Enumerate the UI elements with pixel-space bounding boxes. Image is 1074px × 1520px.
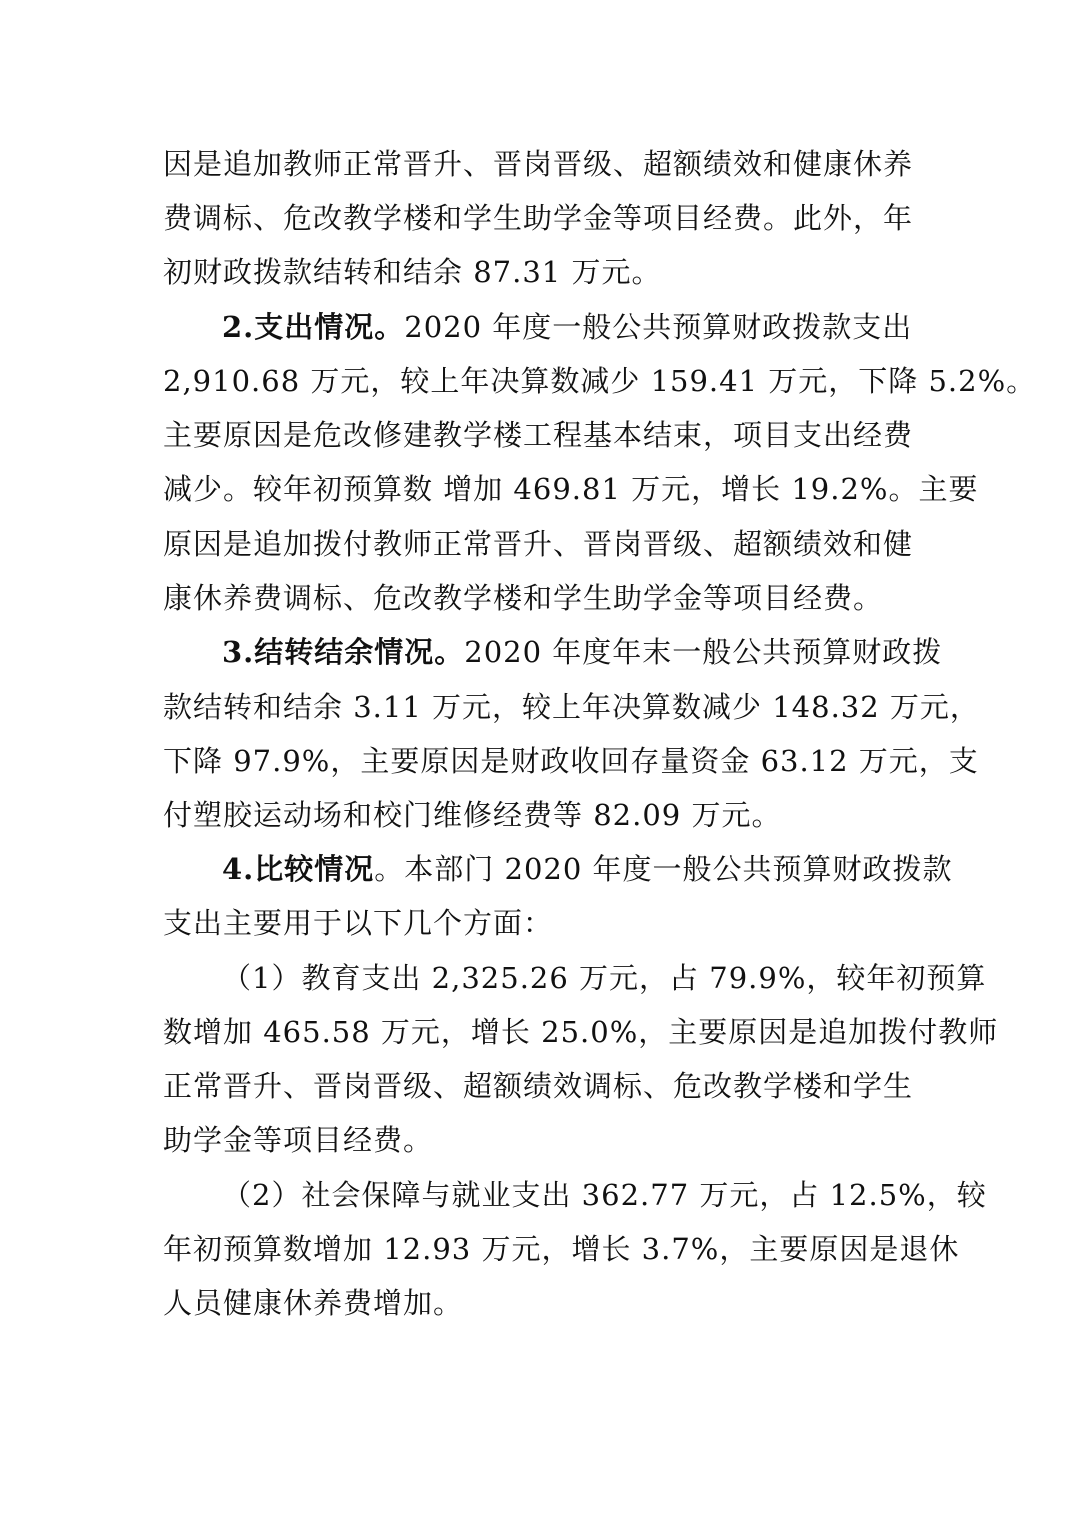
text-span: 2020 年度年末一般公共预算财政拨 [464, 635, 943, 669]
text-line: 减少。较年初预算数 增加 469.81 万元，增长 19.2%。主要 [163, 472, 979, 506]
text-line: 款结转和结余 3.11 万元，较上年决算数减少 148.32 万元， [163, 690, 980, 724]
text-line: 费调标、危改教学楼和学生助学金等项目经费。此外，年 [163, 201, 914, 235]
text-line: 原因是追加拨付教师正常晋升、晋岗晋级、超额绩效和健 [163, 527, 914, 561]
text-line: 因是追加教师正常晋升、晋岗晋级、超额绩效和健康休养 [163, 147, 914, 181]
text-line: 2,910.68 万元，较上年决算数减少 159.41 万元，下降 5.2%。 [163, 364, 1037, 398]
text-line: （1）教育支出 2,325.26 万元，占 79.9%，较年初预算 [222, 961, 987, 995]
section-2-line [222, 307, 912, 347]
section-heading: 4.比较情况 [222, 852, 375, 886]
section-heading: 2.支出情况。 [222, 310, 405, 344]
text-line: 助学金等项目经费。 [163, 1123, 434, 1157]
text-line: 年初预算数增加 12.93 万元，增长 3.7%，主要原因是退休 [163, 1232, 960, 1266]
section-4-line [222, 849, 953, 889]
text-line: 主要原因是危改修建教学楼工程基本结束，项目支出经费 [163, 418, 914, 452]
text-span: 。本部门 2020 年度一般公共预算财政拨款 [374, 852, 953, 886]
section-heading: 3.结转结余情况。 [222, 635, 465, 669]
text-line: 下降 97.9%，主要原因是财政收回存量资金 63.12 万元，支 [163, 744, 979, 778]
text-line: 康休养费调标、危改教学楼和学生助学金等项目经费。 [163, 581, 884, 615]
text-line: 人员健康休养费增加。 [163, 1286, 464, 1320]
text-span: 2020 年度一般公共预算财政拨款支出 [404, 310, 913, 344]
text-line: 初财政拨款结转和结余 87.31 万元。 [163, 255, 662, 289]
text-line: 支出主要用于以下几个方面： [163, 906, 554, 940]
text-line: 数增加 465.58 万元，增长 25.0%，主要原因是追加拨付教师 [163, 1015, 999, 1049]
text-line: 付塑胶运动场和校门维修经费等 82.09 万元。 [163, 798, 782, 832]
text-line: （2）社会保障与就业支出 362.77 万元，占 12.5%，较 [222, 1178, 987, 1212]
section-3-line [222, 632, 942, 672]
text-line: 正常晋升、晋岗晋级、超额绩效调标、危改教学楼和学生 [163, 1069, 914, 1103]
